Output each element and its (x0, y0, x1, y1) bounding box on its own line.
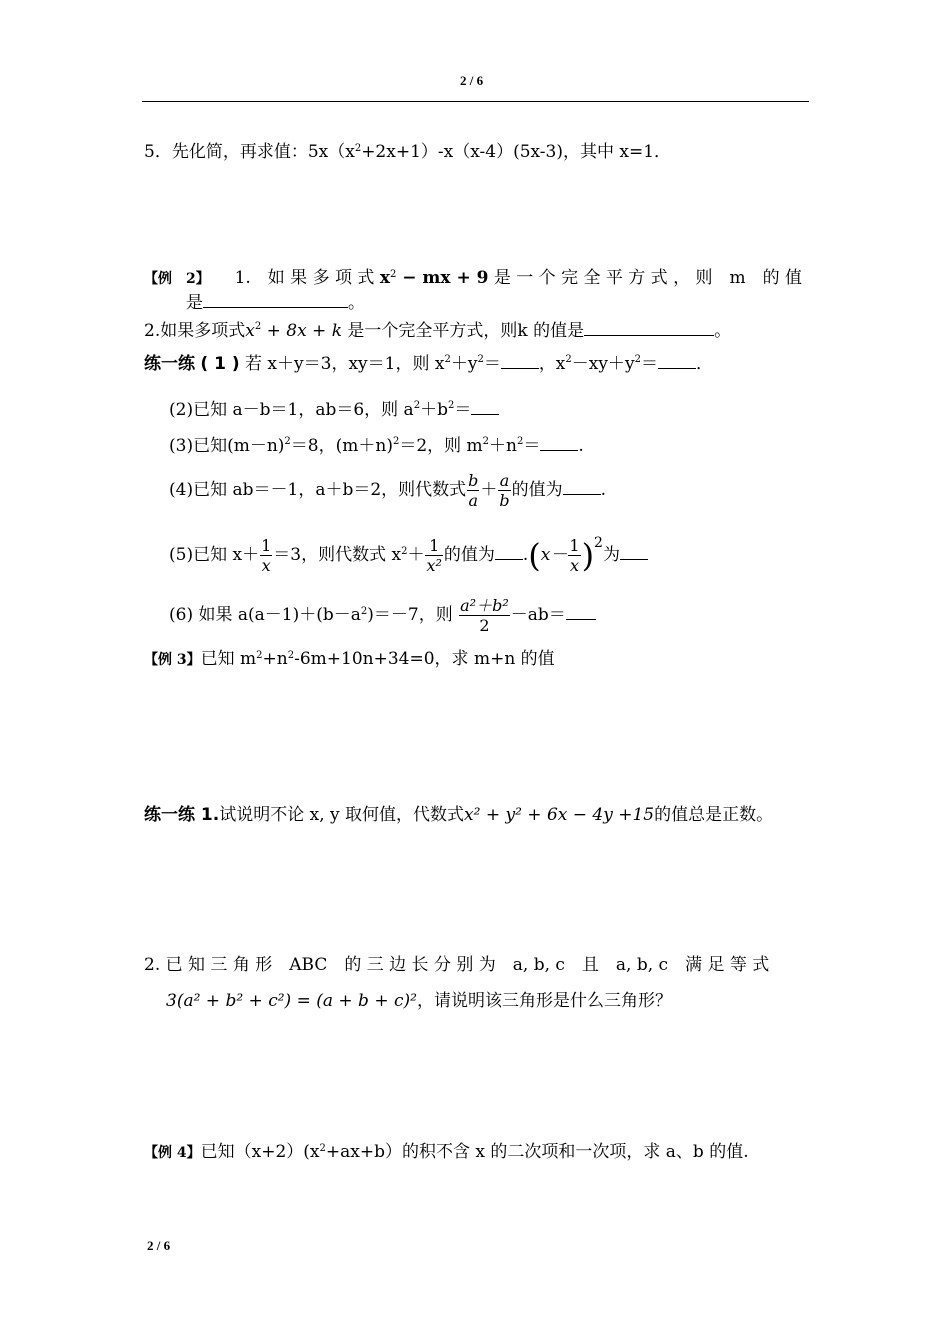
question-5: 5．先化简，再求值：$5x(x^2+2x+1)-x(x-4)(5x-3)$，其中 x=1． (144, 142, 672, 162)
example-4: 【例 4】已知$(x+2)(x^2+ax+b)$的积不含 x 的二次项和一次项，求 a、b 的值. (144, 1142, 749, 1162)
answer-blank[interactable] (563, 478, 601, 495)
practice-1-item-3: (3)已知$(m-n)^2=8$，$(m+n)^2=2$，则 $m^2+n^2=$ . (169, 436, 584, 456)
answer-blank[interactable] (501, 352, 539, 369)
header-rule (142, 101, 809, 102)
answer-blank[interactable] (620, 543, 648, 560)
answer-blank[interactable] (203, 291, 348, 308)
fraction-1-over-x2: $\frac{1}{\text{x²}}$ (426, 536, 442, 575)
practice-1-item-5: (5)已知 x＋ $\frac{1}{x}$ ＝3，则代数式 $x^2+$ $\frac{1}{\text{x²}}$ 的值为 .(x－ $\frac{1}{x}$ )$^2$为 (169, 535, 648, 575)
fraction-b-over-a: $\frac{b}{a}$ (468, 471, 479, 510)
example-4-tag: 【例 4】 (144, 1145, 201, 1161)
ex2-q1-text: 1. 如 果 多 项 式 (234, 268, 380, 288)
answer-blank[interactable] (495, 543, 523, 560)
practice-1-item-2: (2)已知 a－b＝1，ab＝6，则 $a^2+b^2=$ (169, 398, 499, 421)
fraction-a2b2-over-2: $\frac{\text{a²＋b²}}{2}$ (460, 596, 509, 635)
answer-blank[interactable] (658, 352, 696, 369)
page-number-top: 2 / 6 (460, 73, 484, 88)
example-3-tag: 【例 3】 (144, 652, 201, 668)
practice-1-item-1: 练一练 ( 1 ) 若 x＋y＝3，xy＝1，则 $x^2+y^2=$ ，$x^2-xy+y^2=$ ． (144, 354, 713, 374)
answer-blank[interactable] (471, 398, 499, 415)
practice-2: 练一练 1.试说明不论 x, y 取何值，代数式x² + y² + 6x − 4y +15的值总是正数。 (144, 805, 774, 825)
fraction-a-over-b: $\frac{a}{b}$ (499, 471, 510, 510)
example-3: 【例 3】已知 $m^2+n^2-6m+10n+34=0$，求 m+n 的值 (144, 649, 555, 669)
triangle-question-line2: 3(a² + b² + c²) = (a + b + c)²，请说明该三角形是什么三角形？ (166, 991, 672, 1011)
example-2-q1-line2: 是 。 (186, 293, 365, 313)
example-2-q1: 【例 2】 1. 如 果 多 项 式 $x^2$ − mx + 9 是 一 个 完 全 平 方 式 ， 则 m 的 值 (144, 268, 803, 288)
q5-prefix: 5．先化简，再求值：5x（x (144, 142, 355, 162)
fraction-1-over-x: $\frac{1}{x}$ (569, 536, 580, 575)
practice-1-item-4: (4)已知 ab＝－1，a＋b＝2，则代数式 $\frac{b}{a}$ ＋ $\frac{a}{b}$ 的值为 . (169, 471, 607, 510)
example-2-q2: 2.如果多项式$x^2 + 8x + k$ 是一个完全平方式，则k 的值是 。 (144, 321, 732, 341)
practice-1-item-6: (6) 如果 $a(a-1)+(b-a^2)=-7$，则 $\frac{\text{a²＋b²}}{2}$ －ab＝ (169, 595, 596, 635)
answer-blank[interactable] (566, 603, 596, 620)
example-2-tag: 【例 2】 (144, 271, 210, 287)
q5-rest: +2x+1）-x（x-4）(5x-3)，其中 x=1． (361, 142, 672, 162)
practice-title: 练一练 (144, 354, 195, 374)
triangle-equation: 3(a² + b² + c²) = (a + b + c)² (166, 991, 417, 1011)
answer-blank[interactable] (584, 319, 714, 336)
triangle-question-line1: 2. 已 知 三 角 形 ABC 的 三 边 长 分 别 为 a, b, c 且 a, b, c 满 足 等 式 (144, 955, 770, 975)
practice-2-title: 练一练 1. (144, 805, 220, 825)
answer-blank[interactable] (540, 434, 578, 451)
fraction-1-over-x: $\frac{1}{x}$ (261, 536, 272, 575)
practice-2-expression: x² + y² + 6x − 4y +15 (464, 805, 655, 825)
page-number-bottom: 2 / 6 (147, 1238, 171, 1253)
